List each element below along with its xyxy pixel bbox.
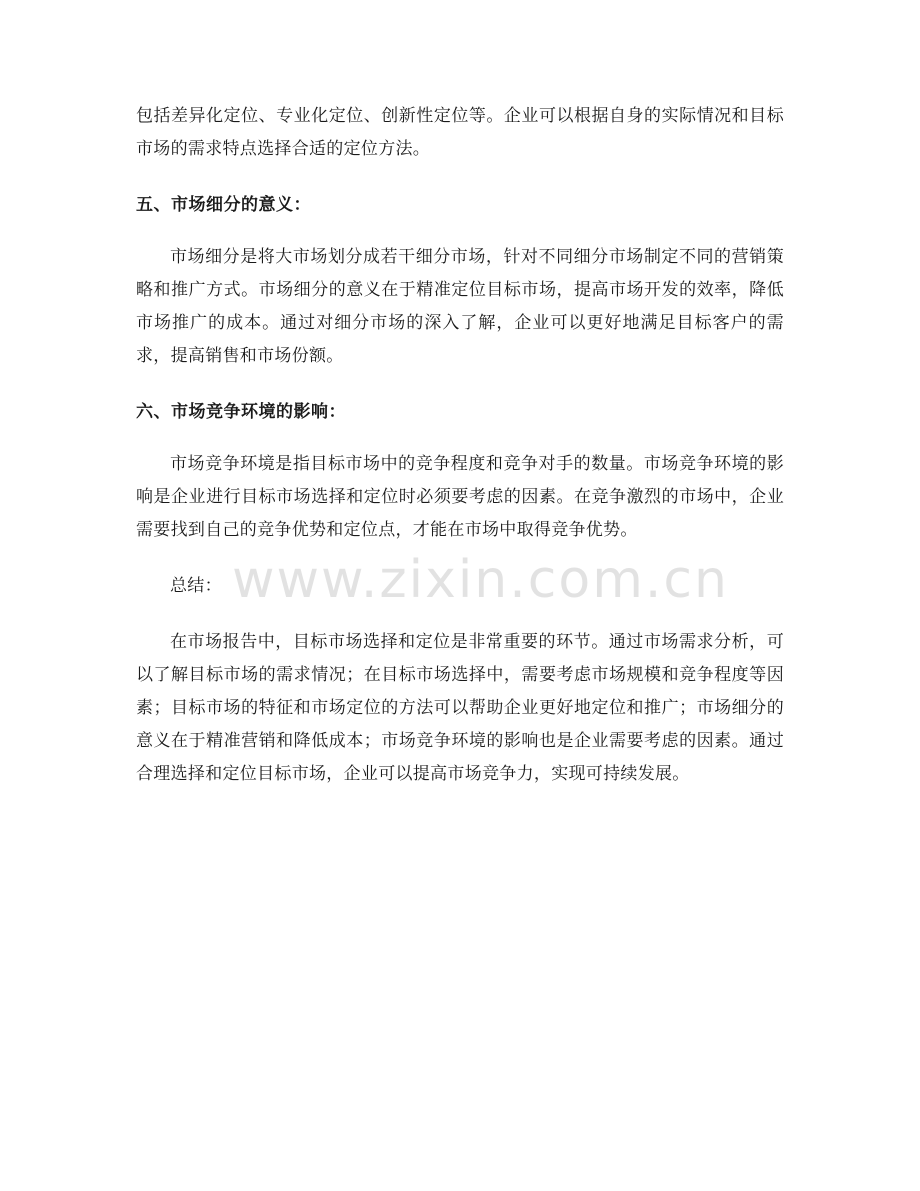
section-5-heading: 五、市场细分的意义：: [136, 195, 311, 215]
watermark-text: www.zixin.com.cn: [232, 550, 729, 610]
section-6-paragraph: 市场竞争环境是指目标市场中的竞争程度和竞争对手的数量。市场竞争环境的影响是企业进行目标市场选择和定位时必须要考虑的因素。在竞争激烈的市场中，企业需要找到自己的竞争优势和定位点，才能在市场中取得竞争优势。: [136, 454, 784, 540]
summary-paragraph: 在市场报告中，目标市场选择和定位是非常重要的环节。通过市场需求分析，可以了解目标市场的需求情况；在目标市场选择中，需要考虑市场规模和竞争程度等因素；目标市场的特征和市场定位的方法可以帮助企业更好地定位和推广；市场细分的意义在于精准营销和降低成本；市场竞争环境的影响也是企业需要考虑的因素。通过合理选择和定位目标市场，企业可以提高市场竞争力，实现可持续发展。: [136, 632, 784, 784]
section-6-heading: 六、市场竞争环境的影响：: [136, 402, 346, 422]
section-5-paragraph: 市场细分是将大市场划分成若干细分市场，针对不同细分市场制定不同的营销策略和推广方式。市场细分的意义在于精准定位目标市场，提高市场开发的效率，降低市场推广的成本。通过对细分市场的深入了解，企业可以更好地满足目标客户的需求，提高销售和市场份额。: [136, 247, 784, 366]
summary-label: 总结：: [170, 576, 222, 596]
document-body: [136, 100, 784, 791]
intro-paragraph: 包括差异化定位、专业化定位、创新性定位等。企业可以根据自身的实际情况和目标市场的需求特点选择合适的定位方法。: [136, 106, 784, 159]
